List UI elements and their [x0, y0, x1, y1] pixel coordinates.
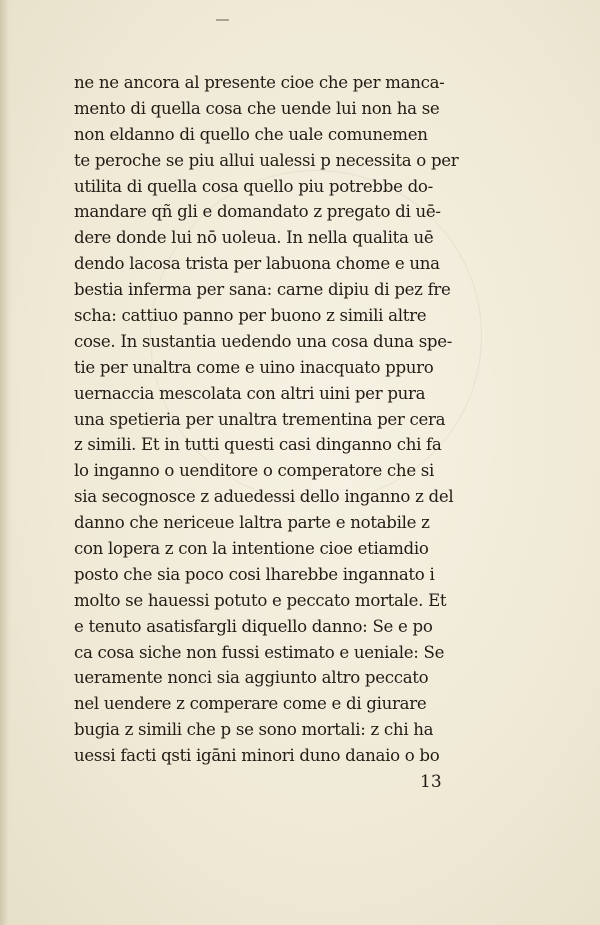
page-number: 13: [420, 772, 442, 792]
text-line: ne ne ancora al presente cioe che per manca-: [74, 73, 445, 92]
text-line: bestia inferma per sana: carne dipiu di pez fre: [74, 280, 451, 300]
top-mark: [216, 19, 229, 21]
text-line: te peroche se piu allui ualessi p necessita o per: [74, 150, 459, 170]
text-line: danno che nericeue laltra parte e notabile z: [74, 513, 430, 533]
text-line: molto se hauessi potuto e peccato mortale. Et: [74, 590, 447, 610]
text-line: dendo lacosa trista per labuona chome e una: [74, 254, 440, 274]
body-text: [74, 70, 484, 769]
text-line: lo inganno o uenditore o comperatore che si: [74, 461, 435, 481]
text-line: bugia z simili che p se sono mortali: z chi ha: [74, 720, 434, 740]
text-line: e tenuto asatisfargli diquello danno: Se e po: [74, 616, 433, 636]
text-line: z simili. Et in tutti questi casi dinganno chi fa: [74, 435, 442, 455]
text-line: nel uendere z comperare come e di giurare: [74, 694, 427, 714]
text-line: con lopera z con la intentione cioe etiamdio: [74, 539, 429, 559]
text-line: uessi facti qsti igāni minori duno danaio o bo: [74, 746, 440, 766]
text-line: posto che sia poco cosi lharebbe ingannato i: [74, 564, 435, 584]
text-line: una spetieria per unaltra trementina per cera: [74, 409, 446, 429]
text-line: ueramente nonci sia aggiunto altro peccato: [74, 668, 429, 688]
text-line: cose. In sustantia uedendo una cosa duna spe-: [74, 331, 453, 351]
text-line: tie per unaltra come e uino inacquato ppuro: [74, 357, 434, 377]
text-line: mento di quella cosa che uende lui non ha se: [74, 98, 440, 118]
text-line: sia secognosce z aduedessi dello inganno z del: [74, 487, 454, 507]
text-line: non eldanno di quello che uale comunemen: [74, 124, 428, 144]
text-line: uernaccia mescolata con altri uini per pura: [74, 383, 426, 403]
text-line: scha: cattiuo panno per buono z simili altre: [74, 306, 427, 326]
text-line: dere donde lui nō uoleua. In nella qualita uē: [74, 228, 434, 248]
text-line: mandare qñ gli e domandato z pregato di uē-: [74, 202, 441, 222]
text-line: ca cosa siche non fussi estimato e ueniale: Se: [74, 642, 445, 662]
page-gutter-shadow: [0, 0, 12, 925]
text-line: utilita di quella cosa quello piu potrebbe do-: [74, 176, 433, 196]
